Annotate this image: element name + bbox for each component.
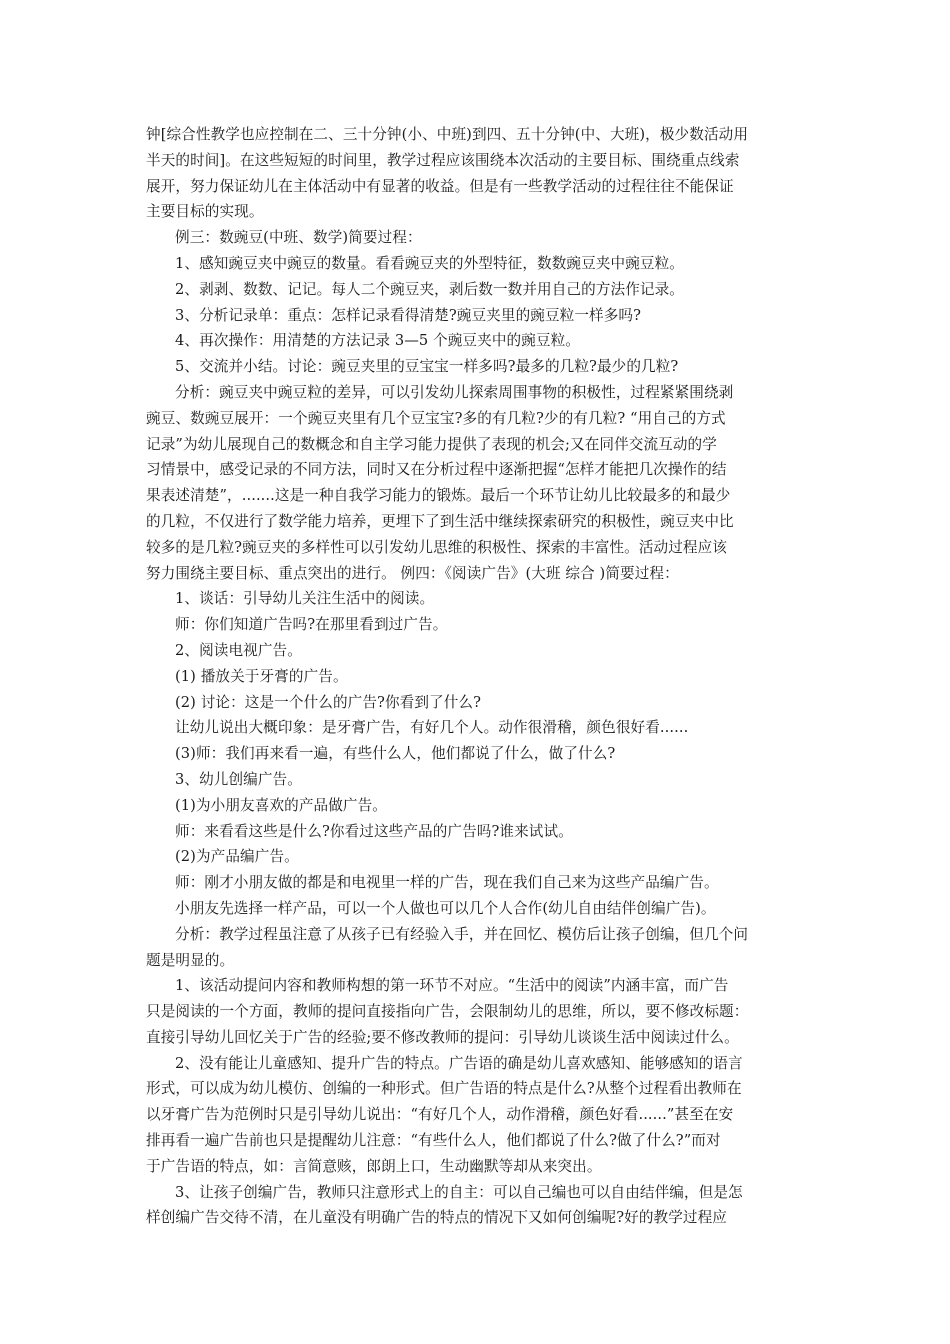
text-line: 分析：豌豆夹中豌豆粒的差异，可以引发幼儿探索周围事物的积极性，过程紧紧围绕剥 <box>175 383 734 401</box>
text-line: 钟[综合性教学也应控制在二、三十分钟(小、中班)到四、五十分钟(中、大班)，极少数活动用 <box>146 126 749 143</box>
text-line: 努力围绕主要目标、重点突出的进行。 例四：《阅读广告》(大班 综合 )简要过程： <box>146 564 679 582</box>
text-line: 以牙膏广告为范例时只是引导幼儿说出：“有好几个人，动作滑稽，颜色好看......”甚至在安 <box>146 1106 734 1124</box>
text-line: 分析：教学过程虽注意了从孩子已有经验入手，并在回忆、模仿后让孩子创编，但几个问 <box>175 925 749 943</box>
text-line: 3、让孩子创编广告，教师只注意形式上的自主：可以自己编也可以自由结伴编，但是怎 <box>175 1183 743 1201</box>
text-line: 排再看一遍广告前也只是提醒幼儿注意：“有些什么人，他们都说了什么?做了什么?”而对 <box>146 1132 721 1150</box>
text-line: 形式，可以成为幼儿模仿、创编的一种形式。但广告语的特点是什么?从整个过程看出教师在 <box>146 1080 742 1098</box>
text-line: 于广告语的特点，如：言简意赅，郎朗上口，生动幽默等却从来突出。 <box>146 1157 602 1175</box>
text-line: 2、阅读电视广告。 <box>175 641 302 659</box>
text-line: 习情景中，感受记录的不同方法，同时又在分析过程中逐渐把握“怎样才能把几次操作的结 <box>146 461 727 479</box>
text-line: 的几粒，不仅进行了数学能力培养，更埋下了到生活中继续探索研究的积极性，豌豆夹中比 <box>146 512 734 530</box>
text-line: 题是明显的。 <box>146 951 235 969</box>
text-line: 1、谈话：引导幼儿关注生活中的阅读。 <box>175 590 435 608</box>
text-line: 展开，努力保证幼儿在主体活动中有显著的收益。但是有一些教学活动的过程往往不能保证 <box>146 177 734 195</box>
text-line: 3、分析记录单：重点：怎样记录看得清楚?豌豆夹里的豌豆粒一样多吗? <box>175 306 642 324</box>
text-line: 5、交流并小结。讨论：豌豆夹里的豆宝宝一样多吗?最多的几粒?最少的几粒? <box>175 358 679 376</box>
text-line: (1) 播放关于牙膏的广告。 <box>175 667 348 685</box>
text-line: 直接引导幼儿回忆关于广告的经验;要不修改教师的提问：引导幼儿谈谈生活中阅读过什么。 <box>146 1028 739 1046</box>
text-line: 师：来看看这些是什么?你看过这些产品的广告吗?谁来试试。 <box>175 822 573 840</box>
text-line: 只是阅读的一个方面，教师的提问直接指向广告，会限制幼儿的思维，所以，要不修改标题： <box>146 1003 749 1021</box>
text-line: 较多的是几粒?豌豆夹的多样性可以引发幼儿思维的积极性、探索的丰富性。活动过程应该 <box>146 538 727 556</box>
text-line: 1、该活动提问内容和教师构想的第一环节不对应。“生活中的阅读”内涵丰富，而广告 <box>175 977 729 995</box>
text-line: 师：刚才小朋友做的都是和电视里一样的广告，现在我们自己来为这些产品编广告。 <box>175 874 719 892</box>
document-body <box>146 122 810 1231</box>
text-line: (2)为产品编广告。 <box>175 848 299 866</box>
text-line: 小朋友先选择一样产品，可以一个人做也可以几个人合作(幼儿自由结伴创编广告)。 <box>175 899 716 917</box>
text-line: 样创编广告交待不清，在儿童没有明确广告的特点的情况下又如何创编呢?好的教学过程应 <box>146 1209 727 1227</box>
text-line: 果表述清楚”，.......这是一种自我学习能力的锻炼。最后一个环节让幼儿比较最多的和最少 <box>146 487 731 505</box>
text-line: (1)为小朋友喜欢的产品做广告。 <box>175 796 387 814</box>
text-line: 1、感知豌豆夹中豌豆的数量。看看豌豆夹的外型特征，数数豌豆夹中豌豆粒。 <box>175 254 684 272</box>
text-line: (2) 讨论：这是一个什么的广告?你看到了什么? <box>175 693 482 711</box>
text-line: 主要目标的实现。 <box>146 203 264 221</box>
text-line: 让幼儿说出大概印象：是牙膏广告，有好几个人。动作很滑稽，颜色很好看...... <box>175 719 689 737</box>
text-line: 师：你们知道广告吗?在那里看到过广告。 <box>175 616 448 634</box>
text-line: 2、没有能让儿童感知、提升广告的特点。广告语的确是幼儿喜欢感知、能够感知的语言 <box>175 1054 743 1072</box>
text-line: 记录”为幼儿展现自己的数概念和自主学习能力提供了表现的机会;又在同伴交流互动的学 <box>146 435 717 453</box>
text-line: 豌豆、数豌豆展开：一个豌豆夹里有几个豆宝宝?多的有几粒?少的有几粒? “用自己的方式 <box>146 409 726 427</box>
text-line: 2、剥剥、数数、记记。每人二个豌豆夹，剥后数一数并用自己的方法作记录。 <box>175 280 684 298</box>
text-line: 4、再次操作：用清楚的方法记录 3—5 个豌豆夹中的豌豆粒。 <box>175 332 580 350</box>
text-line: 3、幼儿创编广告。 <box>175 770 302 788</box>
text-line: 例三：数豌豆(中班、数学)简要过程： <box>175 229 422 247</box>
text-line: (3)师：我们再来看一遍，有些什么人，他们都说了什么，做了什么? <box>175 745 616 763</box>
text-line: 半天的时间]。在这些短短的时间里，教学过程应该围绕本次活动的主要目标、围绕重点线索 <box>146 151 740 169</box>
